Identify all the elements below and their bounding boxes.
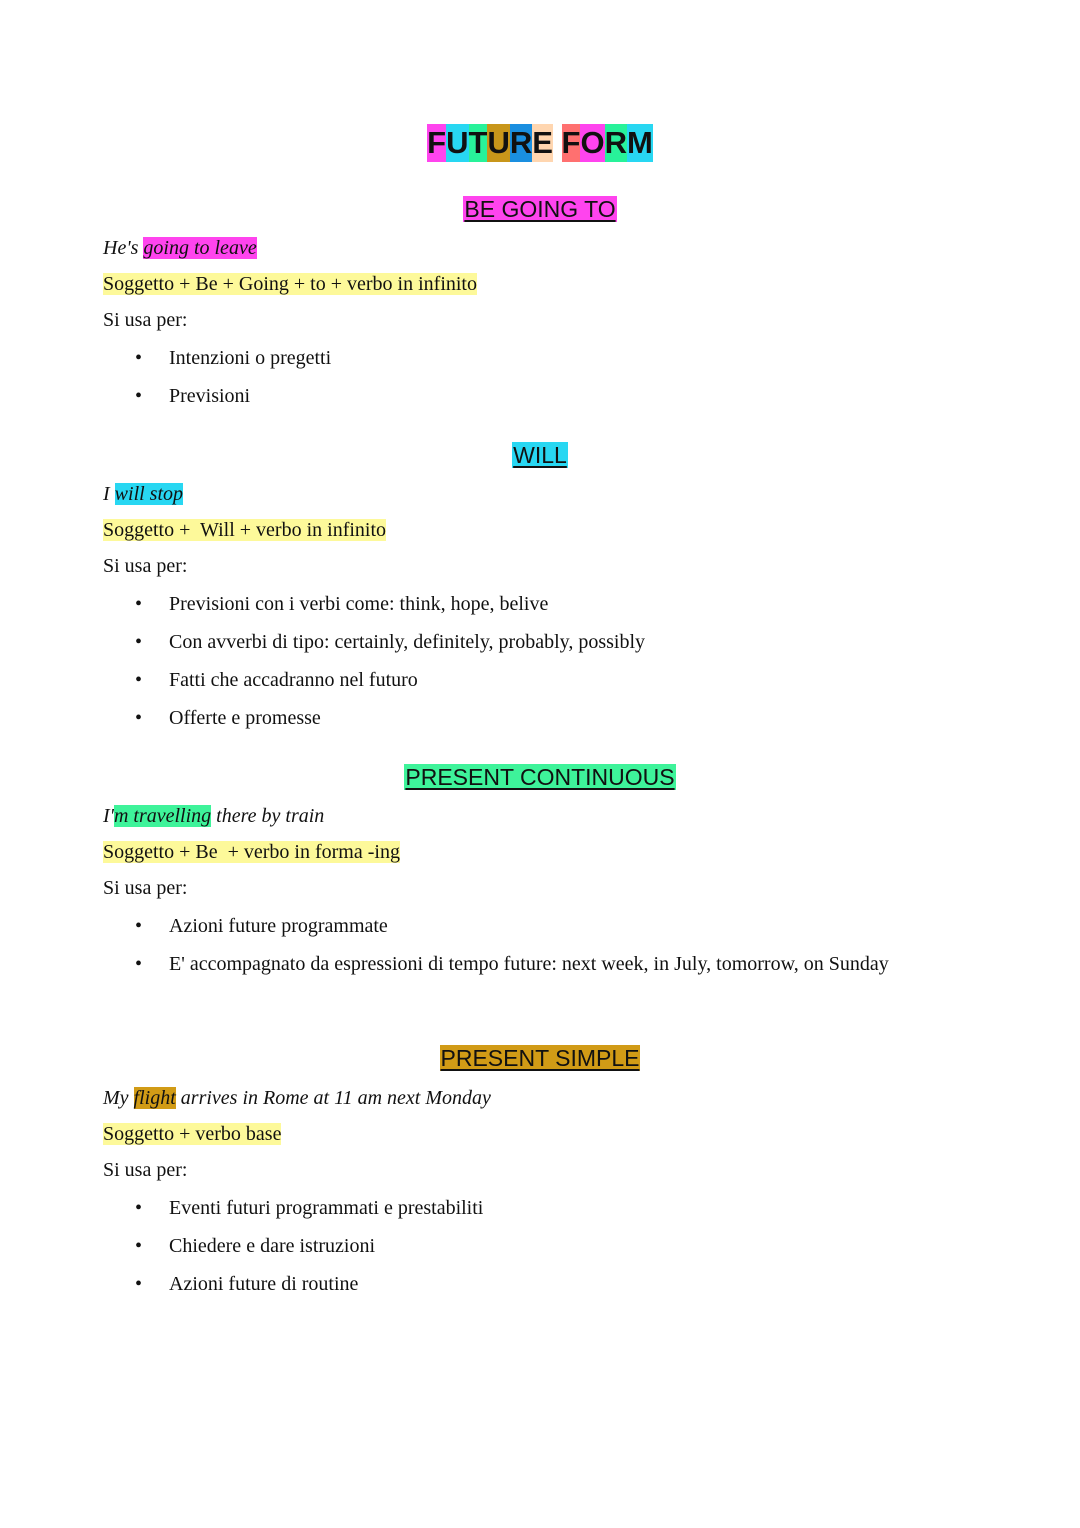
example-highlight: going to leave	[143, 237, 257, 259]
example-sentence	[103, 804, 324, 828]
title-letter: R	[509, 125, 533, 160]
title-letter: O	[580, 125, 605, 160]
section-heading-be-going-to	[0, 194, 1080, 224]
bullet-icon: •	[135, 631, 143, 653]
heading-text: PRESENT SIMPLE	[440, 1045, 640, 1071]
heading-text: WILL	[513, 442, 567, 468]
example-post: there by train	[211, 805, 325, 827]
section-heading-present-continuous	[0, 762, 1080, 792]
title-letter: M	[626, 125, 653, 160]
formula-text: Soggetto + Be + Going + to + verbo in infinito	[103, 273, 477, 295]
formula	[103, 518, 386, 542]
example-highlight: m travelling	[113, 805, 212, 827]
bullet-icon: •	[135, 347, 143, 369]
heading-text: PRESENT CONTINUOUS	[405, 764, 675, 790]
uses-label: Si usa per:	[103, 555, 188, 577]
title-letter: R	[604, 125, 627, 160]
title-letter	[553, 124, 562, 162]
example-highlight: flight	[133, 1087, 176, 1109]
bullet-icon: •	[135, 593, 143, 615]
example-pre: I	[103, 483, 115, 505]
example-sentence	[103, 1086, 491, 1110]
title-letter: U	[487, 125, 510, 160]
uses-label: Si usa per:	[103, 1159, 188, 1181]
list-item-text: Fatti che accadranno nel futuro	[169, 669, 418, 691]
formula	[103, 1122, 281, 1146]
example-pre: My	[103, 1087, 134, 1109]
title-letter: T	[468, 125, 488, 160]
bullet-icon: •	[135, 707, 143, 729]
bullet-icon: •	[135, 669, 143, 691]
title-letter: U	[446, 125, 469, 160]
example-pre: I'	[103, 805, 114, 827]
bullet-icon: •	[135, 1273, 143, 1295]
page-title	[0, 124, 1080, 162]
uses-label: Si usa per:	[103, 877, 188, 899]
example-post: arrives in Rome at 11 am next Monday	[175, 1087, 491, 1109]
example-highlight: will stop	[114, 483, 184, 505]
formula	[103, 840, 400, 864]
bullet-icon: •	[135, 385, 143, 407]
title-letter: F	[427, 125, 447, 160]
formula-text: Soggetto + verbo base	[103, 1123, 282, 1145]
list-item-text: Azioni future programmate	[169, 915, 388, 937]
formula-text: Soggetto + Will + verbo in infinito	[103, 519, 387, 541]
list-item-text: Azioni future di routine	[169, 1273, 359, 1295]
example-sentence	[103, 236, 257, 260]
title-letter: F	[561, 125, 581, 160]
list-item-text: Con avverbi di tipo: certainly, definitely, probably, possibly	[169, 631, 646, 653]
uses-label: Si usa per:	[103, 309, 188, 331]
list-item-text: Previsioni con i verbi come: think, hope, belive	[169, 593, 549, 615]
list-item-text: Chiedere e dare istruzioni	[169, 1235, 376, 1257]
heading-text: BE GOING TO	[464, 196, 616, 222]
bullet-icon: •	[135, 1235, 143, 1257]
section-heading-present-simple	[0, 1043, 1080, 1073]
bullet-icon: •	[135, 915, 143, 937]
bullet-icon: •	[135, 953, 143, 975]
formula-text: Soggetto + Be + verbo in forma -ing	[103, 841, 400, 863]
list-item-text: Offerte e promesse	[169, 707, 321, 729]
title-letters	[427, 125, 653, 160]
example-sentence	[103, 482, 183, 506]
list-item-text: E' accompagnato da espressioni di tempo future: next week, in July, tomorrow, on Sunday	[169, 953, 889, 975]
example-pre: He's	[103, 237, 144, 259]
list-item-text: Previsioni	[169, 385, 251, 407]
section-heading-will	[0, 440, 1080, 470]
list-item-text: Intenzioni o pregetti	[169, 347, 332, 369]
list-item-text: Eventi futuri programmati e prestabiliti	[169, 1197, 484, 1219]
bullet-icon: •	[135, 1197, 143, 1219]
title-letter: E	[532, 125, 553, 160]
formula	[103, 272, 477, 296]
